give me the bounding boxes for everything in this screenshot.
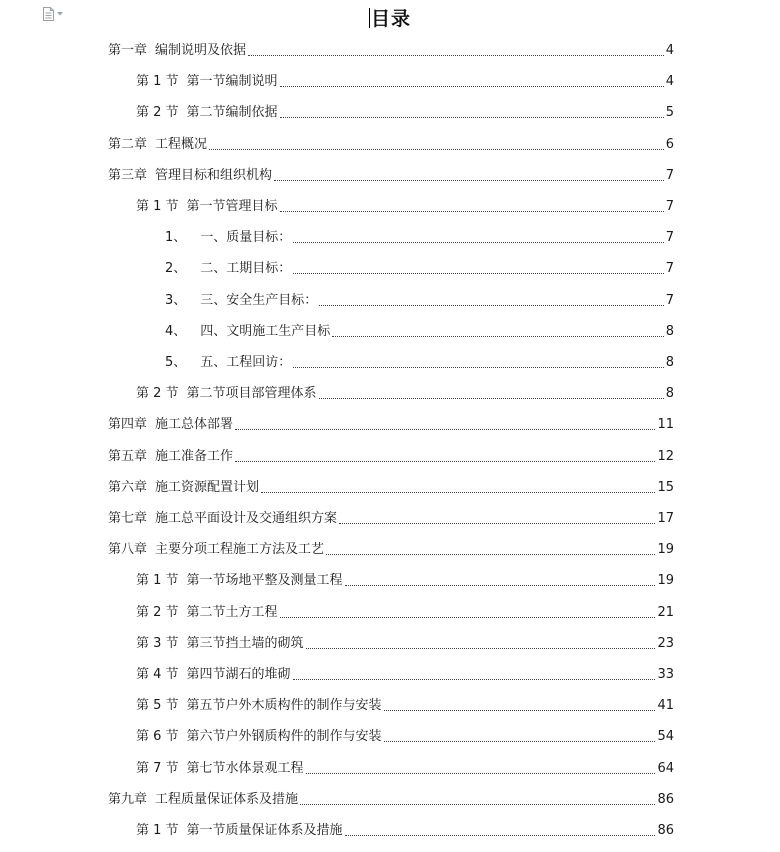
toc-leader-dots [293,241,663,243]
toc-entry-number: 第 2 节 [136,386,179,401]
toc-leader-dots [332,335,663,337]
toc-entry-page: 15 [657,480,674,495]
toc-leader-dots [306,772,656,774]
toc-leader-dots [319,397,664,399]
toc-entry-page: 7 [665,293,674,308]
toc-entry-number: 第 1 节 [136,74,179,89]
toc-leader-dots [280,85,664,87]
toc-entry-number: 第 2 节 [136,105,179,120]
toc-entry[interactable] [108,510,674,528]
toc-leader-dots [345,834,656,836]
toc-entry-title: 施工准备工作 [155,449,234,464]
toc-entry-title: 三、安全生产目标： [200,293,318,308]
toc-entry-title: 第一节质量保证体系及措施 [186,823,343,838]
toc-entry[interactable] [108,541,674,559]
toc-entry-number: 第三章 [108,168,148,183]
toc-entry[interactable] [108,416,674,434]
toc-leader-dots [319,304,663,306]
toc-entry[interactable] [136,760,674,778]
toc-entry-title: 主要分项工程施工方法及工艺 [155,542,325,557]
toc-leader-dots [384,740,656,742]
toc-entry-page: 64 [657,761,674,776]
toc-entry-number: 第 1 节 [136,199,179,214]
toc-entry-page: 19 [657,573,674,588]
toc-entry-title: 四、文明施工生产目标 [200,324,331,339]
toc-entry[interactable] [136,604,674,622]
toc-entry[interactable] [136,635,674,653]
toc-entry-title: 施工总平面设计及交通组织方案 [155,511,338,526]
toc-leader-dots [293,272,663,274]
toc-entry[interactable] [108,167,674,185]
toc-entry-page: 8 [665,386,674,401]
toc-entry-page: 54 [657,729,674,744]
toc-leader-dots [235,428,655,430]
toc-entry-page: 6 [665,137,674,152]
toc-leader-dots [293,678,656,680]
page-title [0,4,780,31]
toc-entry-page: 17 [657,511,674,526]
toc-entry[interactable] [108,479,674,497]
toc-entry[interactable] [165,229,674,247]
toc-entry-number: 第 7 节 [136,761,179,776]
toc-entry-number: 4、 [165,324,187,339]
toc-entry[interactable] [136,728,674,746]
toc-entry[interactable] [108,136,674,154]
toc-entry-number: 第一章 [108,43,148,58]
toc-leader-dots [345,584,656,586]
toc-entry-title: 第二节项目部管理体系 [186,386,317,401]
toc-entry-title: 第五节户外木质构件的制作与安装 [186,698,382,713]
toc-leader-dots [261,491,655,493]
toc-entry-number: 第 4 节 [136,667,179,682]
toc-entry[interactable] [165,323,674,341]
toc-entry-page: 23 [657,636,674,651]
toc-leader-dots [326,553,655,555]
toc-entry-number: 2、 [165,261,187,276]
toc-entry-number: 3、 [165,293,187,308]
toc-entry-title: 第二节土方工程 [186,605,278,620]
toc-entry-page: 5 [665,105,674,120]
toc-entry[interactable] [136,73,674,91]
toc-leader-dots [248,54,664,56]
toc-entry-page: 4 [665,43,674,58]
toc-entry[interactable] [108,448,674,466]
toc-entry-title: 第一节编制说明 [186,74,278,89]
toc-entry-number: 第 2 节 [136,605,179,620]
toc-entry-number: 第 6 节 [136,729,179,744]
toc-leader-dots [209,148,664,150]
toc-entry[interactable] [136,697,674,715]
toc-entry-title: 工程质量保证体系及措施 [155,792,299,807]
toc-entry[interactable] [136,822,674,840]
toc-entry-title: 第七节水体景观工程 [186,761,304,776]
toc-entry-page: 7 [665,261,674,276]
toc-entry-title: 第六节户外钢质构件的制作与安装 [186,729,382,744]
toc-entry-title: 第一节管理目标 [186,199,278,214]
toc-entry[interactable] [136,572,674,590]
toc-entry-title: 二、工期目标： [200,261,292,276]
toc-entry-page: 41 [657,698,674,713]
toc-entry-title: 施工资源配置计划 [155,480,260,495]
toc-entry-page: 7 [665,168,674,183]
toc-entry-title: 第三节挡土墙的砌筑 [186,636,304,651]
toc-entry-title: 管理目标和组织机构 [155,168,273,183]
toc-entry-page: 86 [657,823,674,838]
toc-entry-number: 第 5 节 [136,698,179,713]
toc-entry-title: 第二节编制依据 [186,105,278,120]
toc-entry-title: 五、工程回访： [200,355,292,370]
toc-entry-page: 12 [657,449,674,464]
text-cursor [369,8,370,28]
toc-entry-number: 第 1 节 [136,823,179,838]
toc-entry[interactable] [136,198,674,216]
toc-entry-number: 第七章 [108,511,148,526]
toc-entry-number: 5、 [165,355,187,370]
toc-entry-title: 施工总体部署 [155,417,234,432]
toc-entry-number: 第四章 [108,417,148,432]
toc-entry-number: 1、 [165,230,187,245]
toc-entry-page: 86 [657,792,674,807]
toc-entry-page: 8 [665,324,674,339]
toc-leader-dots [280,616,656,618]
toc-entry-number: 第五章 [108,449,148,464]
toc-entry-page: 8 [665,355,674,370]
toc-entry-page: 33 [657,667,674,682]
toc-entry-title: 一、质量目标： [200,230,292,245]
toc-entry-page: 7 [665,199,674,214]
toc-leader-dots [274,179,664,181]
toc-entry[interactable] [165,354,674,372]
toc-entry-number: 第八章 [108,542,148,557]
toc-entry[interactable] [136,385,674,403]
toc-leader-dots [235,460,655,462]
toc-entry[interactable] [136,666,674,684]
toc-leader-dots [280,210,664,212]
toc-entry-number: 第六章 [108,480,148,495]
toc-entry[interactable] [165,260,674,278]
toc-entry-page: 21 [657,605,674,620]
toc-entry-page: 4 [665,74,674,89]
toc-entry[interactable] [165,292,674,310]
toc-entry-page: 11 [657,417,674,432]
toc-entry[interactable] [136,104,674,122]
toc-entry-number: 第 1 节 [136,573,179,588]
toc-entry[interactable] [108,42,674,60]
toc-entry-title: 编制说明及依据 [155,43,247,58]
toc-entry-title: 工程概况 [155,137,208,152]
toc-entry-number: 第二章 [108,137,148,152]
toc-leader-dots [293,366,663,368]
toc-leader-dots [280,116,664,118]
page-title-text: 目录 [370,8,411,30]
toc-leader-dots [339,522,655,524]
toc-entry-title: 第一节场地平整及测量工程 [186,573,343,588]
toc-entry-number: 第九章 [108,792,148,807]
toc-entry-number: 第 3 节 [136,636,179,651]
toc-entry-title: 第四节湖石的堆砌 [186,667,291,682]
toc-leader-dots [384,709,656,711]
toc-leader-dots [300,803,655,805]
toc-leader-dots [306,647,656,649]
toc-entry[interactable] [108,791,674,809]
toc-entry-page: 19 [657,542,674,557]
toc-entry-page: 7 [665,230,674,245]
